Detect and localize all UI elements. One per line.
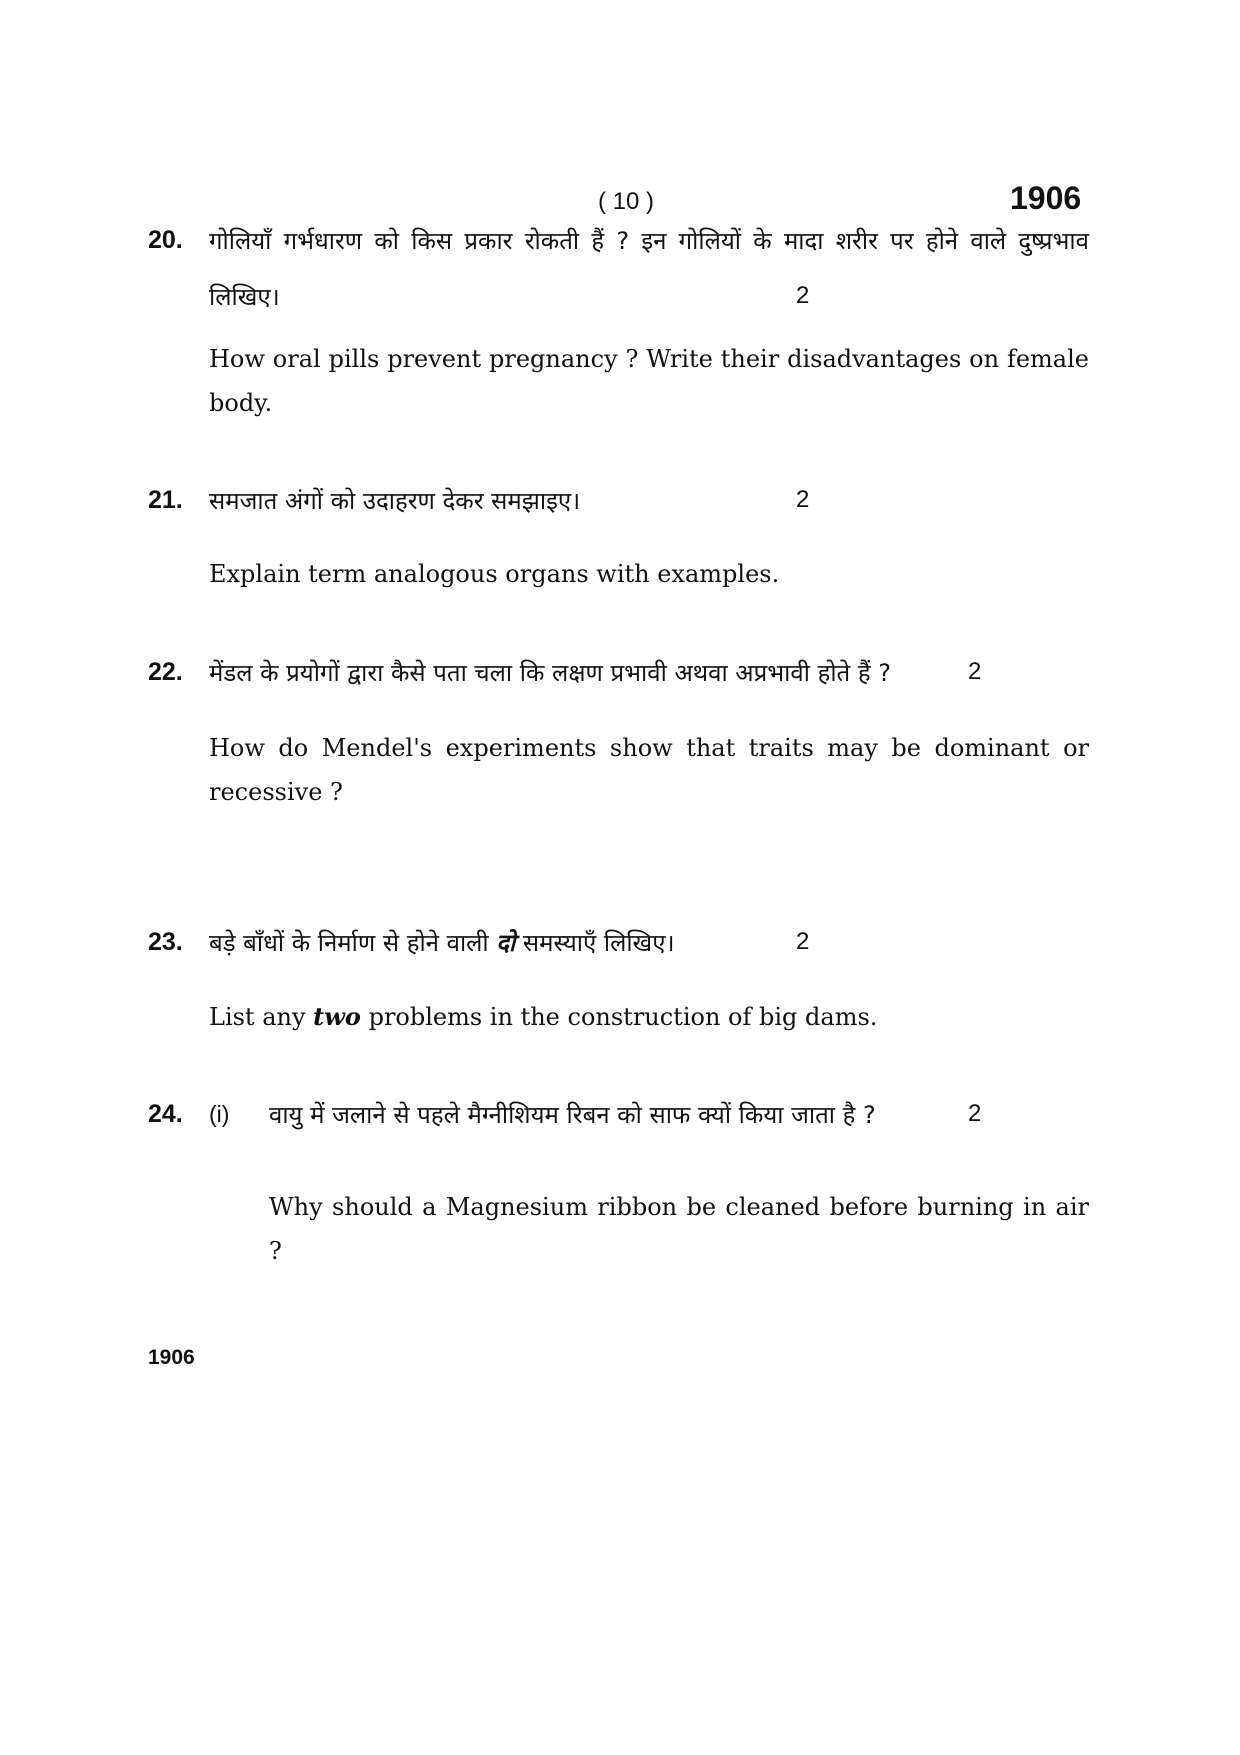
question-english-text: How do Mendel's experiments show that traits may be dominant or recessive ? <box>209 734 1089 806</box>
question-marks: 2 <box>796 282 810 309</box>
sub-question-label: (i) <box>209 1101 230 1127</box>
english-text-before: List any <box>209 1003 306 1031</box>
question-number: 22. <box>148 658 183 686</box>
page-number: ( 10 ) <box>598 188 655 215</box>
question-english-text: How oral pills prevent pregnancy ? Write their disadvantages on female body. <box>209 345 1089 417</box>
question-hindi-text: गोलियाँ गर्भधारण को किस प्रकार रोकती हैं ? इन गोलियों के मादा शरीर पर होने वाले दुष्प्रभाव <box>209 227 1089 255</box>
question-hindi-text: समजात अंगों को उदाहरण देकर समझाइए। <box>209 487 581 515</box>
question-number: 20. <box>148 226 183 254</box>
english-emphasis: two <box>313 1002 361 1031</box>
question-english-text: Explain term analogous organs with examples. <box>209 560 780 588</box>
question-hindi-text-continued: लिखिए। <box>209 283 280 311</box>
question-marks: 2 <box>968 658 982 685</box>
hindi-text-after: समस्याएँ लिखिए। <box>522 929 675 957</box>
question-number: 21. <box>148 486 183 514</box>
question-marks: 2 <box>968 1100 982 1127</box>
paper-code-header: 1906 <box>1010 180 1082 216</box>
question-english-text <box>209 1002 877 1031</box>
hindi-emphasis: दो <box>496 929 516 957</box>
hindi-text-before: बड़े बाँधों के निर्माण से होने वाली <box>209 929 489 957</box>
question-number: 24. <box>148 1100 183 1128</box>
paper-code-footer: 1906 <box>148 1346 195 1369</box>
english-text-after: problems in the construction of big dams. <box>368 1003 878 1031</box>
question-hindi-text <box>209 926 675 959</box>
question-marks: 2 <box>796 486 810 513</box>
question-hindi-text: मेंडल के प्रयोगों द्वारा कैसे पता चला कि लक्षण प्रभावी अथवा अप्रभावी होते हैं ? <box>209 659 891 687</box>
question-number: 23. <box>148 928 183 956</box>
question-english-text: Why should a Magnesium ribbon be cleaned before burning in air ? <box>269 1193 1089 1265</box>
question-marks: 2 <box>796 928 810 955</box>
question-hindi-text: वायु में जलाने से पहले मैग्नीशियम रिबन को साफ क्यों किया जाता है ? <box>269 1101 876 1129</box>
